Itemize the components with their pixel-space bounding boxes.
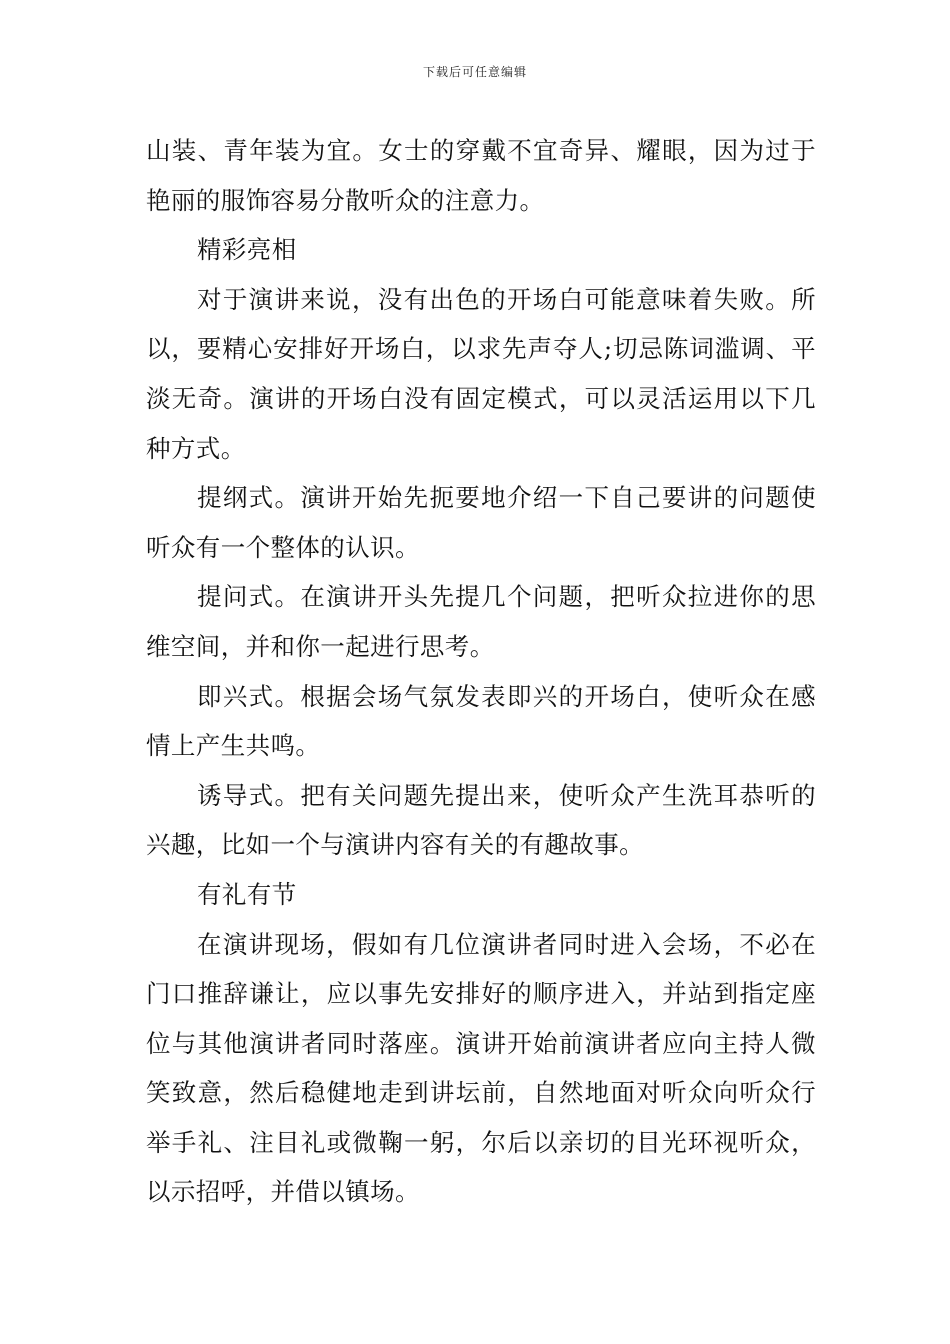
document-body bbox=[146, 126, 816, 1217]
paragraph-etiquette: 在演讲现场，假如有几位演讲者同时进入会场，不必在门口推辞谦让，应以事先安排好的顺序进入，并站到指定座位与其他演讲者同时落座。演讲开始前演讲者应向主持人微笑致意，然后稳健地走到讲坛前，自然地面对听众向听众行举手礼、注目礼或微鞠一躬，尔后以亲切的目光环视听众，以示招呼，并借以镇场。 bbox=[146, 929, 816, 1207]
section-heading-youli-youjie: 有礼有节 bbox=[197, 879, 297, 909]
paragraph-impromptu-style: 即兴式。根据会场气氛发表即兴的开场白，使听众在感情上产生共鸣。 bbox=[146, 681, 816, 761]
page-header: 下载后可任意编辑 bbox=[422, 65, 527, 79]
paragraph-outline-style: 提纲式。演讲开始先扼要地介绍一下自己要讲的问题使听众有一个整体的认识。 bbox=[146, 483, 816, 562]
paragraph-question-style: 提问式。在演讲开头先提几个问题，把听众拉进你的思维空间，并和你一起进行思考。 bbox=[146, 582, 816, 661]
paragraph-inducement-style: 诱导式。把有关问题先提出来，使听众产生洗耳恭听的兴趣，比如一个与演讲内容有关的有趣故事。 bbox=[146, 780, 816, 860]
paragraph-continuation: 山装、青年装为宜。女士的穿戴不宜奇异、耀眼，因为过于艳丽的服饰容易分散听众的注意力。 bbox=[146, 136, 816, 215]
paragraph-opening-importance: 对于演讲来说，没有出色的开场白可能意味着失败。所以，要精心安排好开场白，以求先声夺人;切忌陈词滥调、平淡无奇。演讲的开场白没有固定模式，可以灵活运用以下几种方式。 bbox=[146, 284, 816, 463]
section-heading-jingcai-liangxiang: 精彩亮相 bbox=[197, 235, 297, 265]
